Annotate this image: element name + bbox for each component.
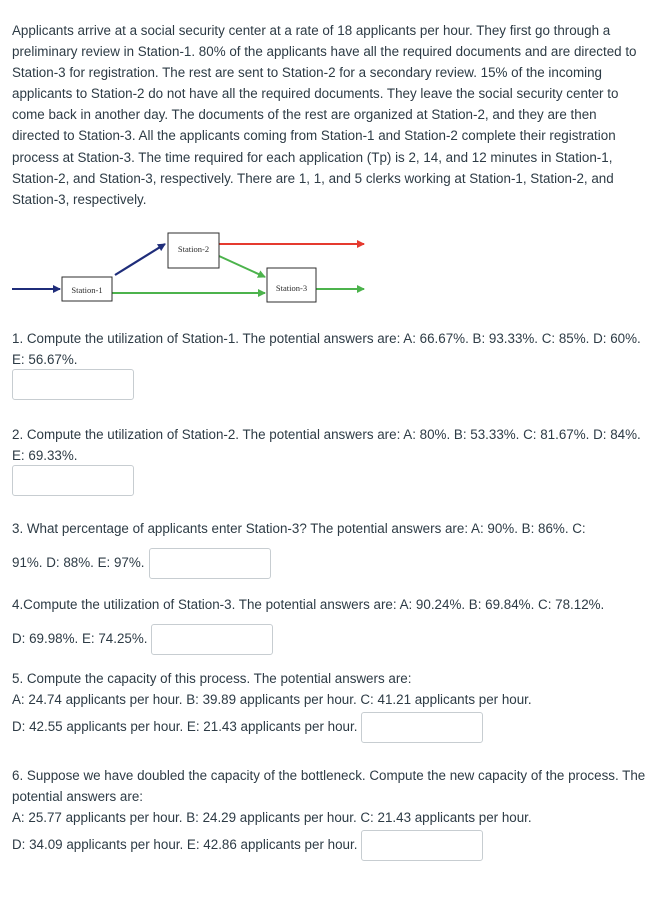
problem-statement: Applicants arrive at a social security center at a rate of 18 applicants per hour. They first go through a preliminary review in Station-1. 80% of the applicants have all the required documents and are directed to Station-3 for registration. The rest are sent to Station-2 for a secondary review. 15% of the incoming applicants to Station-2 do not have all the required documents. They leave the social security center to come back in another day. The documents of the rest are organized at Station-2, and they are then directed to Station-3. All the applicants coming from Station-1 and Station-2 complete their registration process at Station-3. The time required for each application (Tp) is 2, 14, and 12 minutes in Station-1, Station-2, and Station-3, respectively. There are 1, 1, and 5 clerks working at Station-1, Station-2, and Station-3, respectively.: [12, 23, 637, 207]
question-2-answer-input[interactable]: [12, 465, 134, 496]
question-4: [12, 594, 650, 655]
question-4-answer-input[interactable]: [151, 624, 273, 655]
question-6-answer-input[interactable]: [361, 830, 483, 861]
question-2-text: 2. Compute the utilization of Station-2. The potential answers are: A: 80%. B: 53.33%. C: 81.67%. D: 84%. E: 69.33%.: [12, 427, 641, 463]
question-3: [12, 518, 650, 579]
question-6-options-line: A: 25.77 applicants per hour. B: 24.29 applicants per hour. C: 21.43 applicants per hour.: [12, 810, 532, 825]
question-5-text-end: D: 42.55 applicants per hour. E: 21.43 applicants per hour.: [12, 719, 358, 735]
question-4-text: 4.Compute the utilization of Station-3. The potential answers are: A: 90.24%. B: 69.84%. C: 78.12%.: [12, 597, 605, 612]
question-5-text: 5. Compute the capacity of this process. The potential answers are:: [12, 671, 412, 686]
question-5: [12, 668, 650, 743]
question-4-text-end: D: 69.98%. E: 74.25%.: [12, 631, 148, 647]
station-2-label: Station-2: [177, 244, 210, 254]
question-1-answer-input[interactable]: [12, 369, 134, 400]
process-flow-diagram: [0, 225, 400, 315]
question-3-text: 3. What percentage of applicants enter Station-3? The potential answers are: A: 90%. B: 86%. C:: [12, 521, 586, 536]
question-1-text: 1. Compute the utilization of Station-1. The potential answers are: A: 66.67%. B: 93.33%. C: 85%. D: 60%. E: 56.67%.: [12, 331, 641, 367]
s1-to-s2-arrow: [115, 244, 165, 275]
s2-to-s3-arrow: [219, 256, 265, 277]
question-5-options-line: A: 24.74 applicants per hour. B: 39.89 applicants per hour. C: 41.21 applicants per hour.: [12, 692, 532, 707]
question-6-text: 6. Suppose we have doubled the capacity of the bottleneck. Compute the new capacity of the process. The potential answers are:: [12, 768, 646, 804]
question-5-answer-input[interactable]: [361, 712, 483, 743]
question-3-text-end: 91%. D: 88%. E: 97%.: [12, 555, 145, 571]
question-6: [12, 765, 650, 861]
station-3-label: Station-3: [275, 283, 308, 293]
question-6-text-end: D: 34.09 applicants per hour. E: 42.86 applicants per hour.: [12, 837, 358, 853]
station-1-label: Station-1: [71, 285, 103, 295]
question-3-answer-input[interactable]: [149, 548, 271, 579]
